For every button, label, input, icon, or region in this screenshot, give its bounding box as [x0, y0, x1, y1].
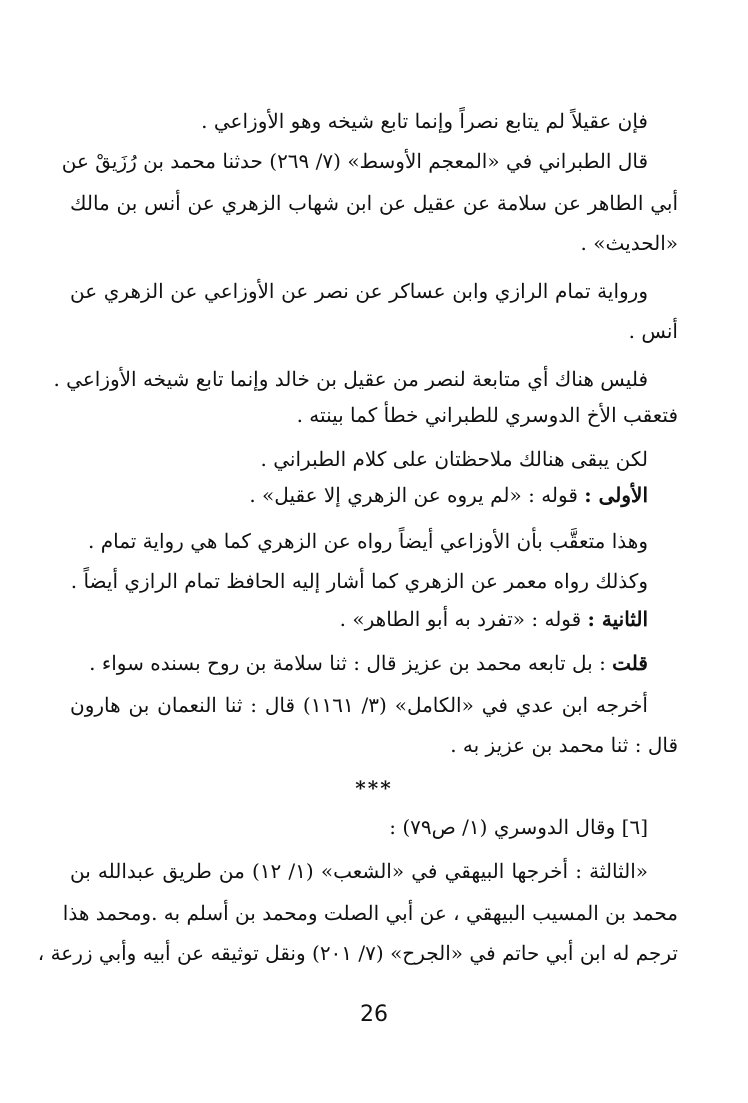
text-line: ورواية تمام الرازي وابن عساكر عن نصر عن الأوزاعي عن الزهري عن: [70, 279, 648, 303]
text-line: أنس .: [628, 319, 678, 343]
qultu-text: : بل تابعه محمد بن عزيز قال : ثنا سلامة بن روح بسنده سواء .: [89, 651, 613, 675]
section-separator: ***: [355, 776, 393, 800]
text-line: أخرجه ابن عدي في «الكامل» (٣/ ١١٦١) قال : ثنا النعمان بن هارون: [70, 693, 648, 717]
text-line: ترجم له ابن أبي حاتم في «الجرح» (٧/ ٢٠١) ونقل توثيقه عن أبيه وأبي زرعة ،: [37, 941, 678, 965]
text-line: فليس هناك أي متابعة لنصر من عقيل بن خالد وإنما تابع شيخه الأوزاعي .: [53, 367, 648, 391]
second-note-text: قوله : «تفرد به أبو الطاهر» .: [339, 607, 588, 631]
text-line: محمد بن المسيب البيهقي ، عن أبي الصلت ومحمد بن أسلم به .ومحمد هذا: [62, 901, 678, 925]
text-line: وكذلك رواه معمر عن الزهري كما أشار إليه الحافظ تمام الرازي أيضاً .: [70, 569, 648, 593]
text-line: قال الطبراني في «المعجم الأوسط» (٧/ ٢٦٩) حدثنا محمد بن رُزَيقْ عن: [61, 149, 648, 173]
second-note: [340, 604, 648, 634]
text-line: فإن عقيلاً لم يتابع نصراً وإنما تابع شيخه وهو الأوزاعي .: [201, 109, 648, 133]
text-line: قال : ثنا محمد بن عزيز به .: [450, 733, 678, 757]
text-line: أبي الطاهر عن سلامة عن عقيل عن ابن شهاب الزهري عن أنس بن مالك: [70, 191, 678, 215]
first-note: [249, 480, 648, 510]
second-note-label: الثانية :: [587, 607, 648, 631]
section-heading: [٦] وقال الدوسري (١/ ص٧٩) :: [389, 815, 648, 839]
text-line: «الحديث» .: [580, 231, 678, 255]
text-line: «الثالثة : أخرجها البيهقي في «الشعب» (١/ ١٢) من طريق عبدالله بن: [70, 859, 648, 883]
text-line: وهذا متعقَّب بأن الأوزاعي أيضاً رواه عن الزهري كما هي رواية تمام .: [88, 529, 648, 553]
first-note-label: الأولى :: [584, 483, 648, 507]
first-note-text: قوله : «لم يروه عن الزهري إلا عقيل» .: [249, 483, 585, 507]
qultu-line: [89, 648, 648, 678]
text-line: لكن يبقى هنالك ملاحظتان على كلام الطبراني .: [260, 447, 648, 471]
qultu-label: قلت: [612, 651, 648, 675]
page-number: 26: [360, 1002, 388, 1027]
text-line: فتعقب الأخ الدوسري للطبراني خطأ كما بينته .: [296, 403, 678, 427]
